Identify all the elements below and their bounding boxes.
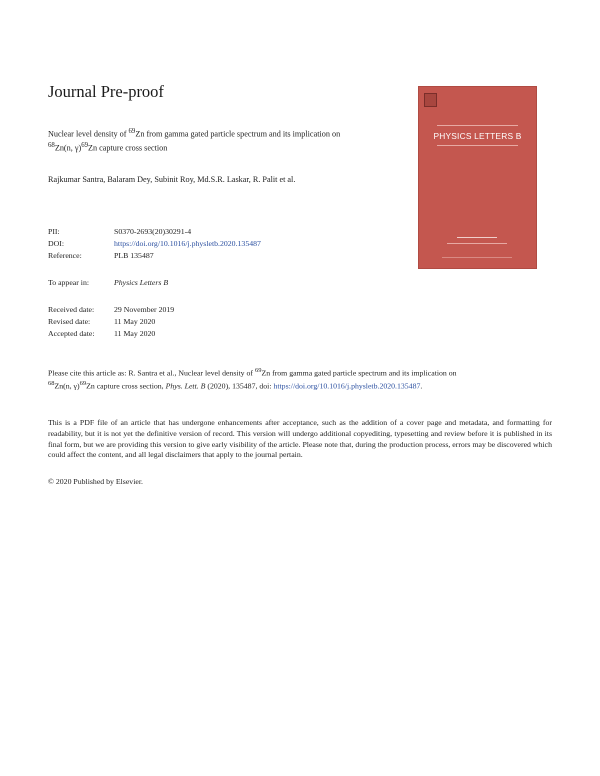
accepted-value: 11 May 2020 xyxy=(114,329,156,338)
title-superscript: 68 xyxy=(48,141,55,149)
cite-superscript: 69 xyxy=(254,367,262,374)
title-part: Zn capture cross section xyxy=(88,143,168,153)
cite-part: (2020), 135487, doi: xyxy=(205,381,274,391)
cite-part: Zn from gamma gated particle spectrum and its implication on xyxy=(261,368,457,378)
cover-divider xyxy=(457,237,497,238)
appear-value: Physics Letters B xyxy=(114,278,169,287)
article-title xyxy=(48,126,393,153)
doi-label: DOI: xyxy=(48,239,65,248)
pii-label: PII: xyxy=(48,227,60,236)
cite-doi-link[interactable]: https://doi.org/10.1016/j.physletb.2020.135487 xyxy=(273,381,421,391)
disclaimer-paragraph: This is a PDF file of an article that has undergone enhancements after acceptance, such as the addition of a cover page and metadata, and formatting for readability, but it is not yet the definitive version of record. This version will undergo additional copyediting, typesetting and review before it is published in its final form, but we are providing this version to give early visibility of the article. Please note that, during the production process, errors may be discovered which could affect the content, and all legal disclaimers that apply to the journal pertain. xyxy=(48,418,552,460)
reference-value: PLB 135487 xyxy=(114,251,154,260)
cite-part: Zn capture cross section, xyxy=(86,381,166,391)
citation-text xyxy=(48,366,552,392)
cite-journal: Phys. Lett. B xyxy=(165,381,206,391)
cover-divider xyxy=(447,243,507,244)
cover-divider xyxy=(442,257,512,258)
accepted-label: Accepted date: xyxy=(48,329,95,338)
title-part: Nuclear level density of xyxy=(48,129,129,139)
elsevier-logo-icon xyxy=(424,93,437,107)
author-list: Rajkumar Santra, Balaram Dey, Subinit Roy, Md.S.R. Laskar, R. Palit et al. xyxy=(48,175,296,184)
received-value: 29 November 2019 xyxy=(114,305,175,314)
cover-journal-title: PHYSICS LETTERS B xyxy=(433,131,522,141)
title-part: Zn from gamma gated particle spectrum and its implication on xyxy=(135,129,341,139)
cover-divider xyxy=(437,145,518,146)
title-superscript: 69 xyxy=(81,141,89,149)
cite-part: Please cite this article as: R. Santra et al., Nuclear level density of xyxy=(48,368,255,378)
doi-link[interactable]: https://doi.org/10.1016/j.physletb.2020.135487 xyxy=(114,239,261,248)
appear-label: To appear in: xyxy=(48,278,90,287)
revised-value: 11 May 2020 xyxy=(114,317,156,326)
journal-cover-image xyxy=(418,86,537,269)
revised-label: Revised date: xyxy=(48,317,91,326)
cite-superscript: 69 xyxy=(79,380,87,388)
reference-label: Reference: xyxy=(48,251,82,260)
page-header-title: Journal Pre-proof xyxy=(48,82,164,101)
cite-superscript: 68 xyxy=(48,380,55,388)
cite-part: . xyxy=(420,381,423,391)
cover-divider xyxy=(437,125,518,126)
cite-part: Zn(n, γ) xyxy=(54,381,80,391)
received-label: Received date: xyxy=(48,305,95,314)
pii-value: S0370-2693(20)30291-4 xyxy=(114,227,192,236)
title-part: Zn(n, γ) xyxy=(54,143,82,153)
title-superscript: 69 xyxy=(128,128,136,135)
copyright-notice: © 2020 Published by Elsevier. xyxy=(48,477,143,486)
